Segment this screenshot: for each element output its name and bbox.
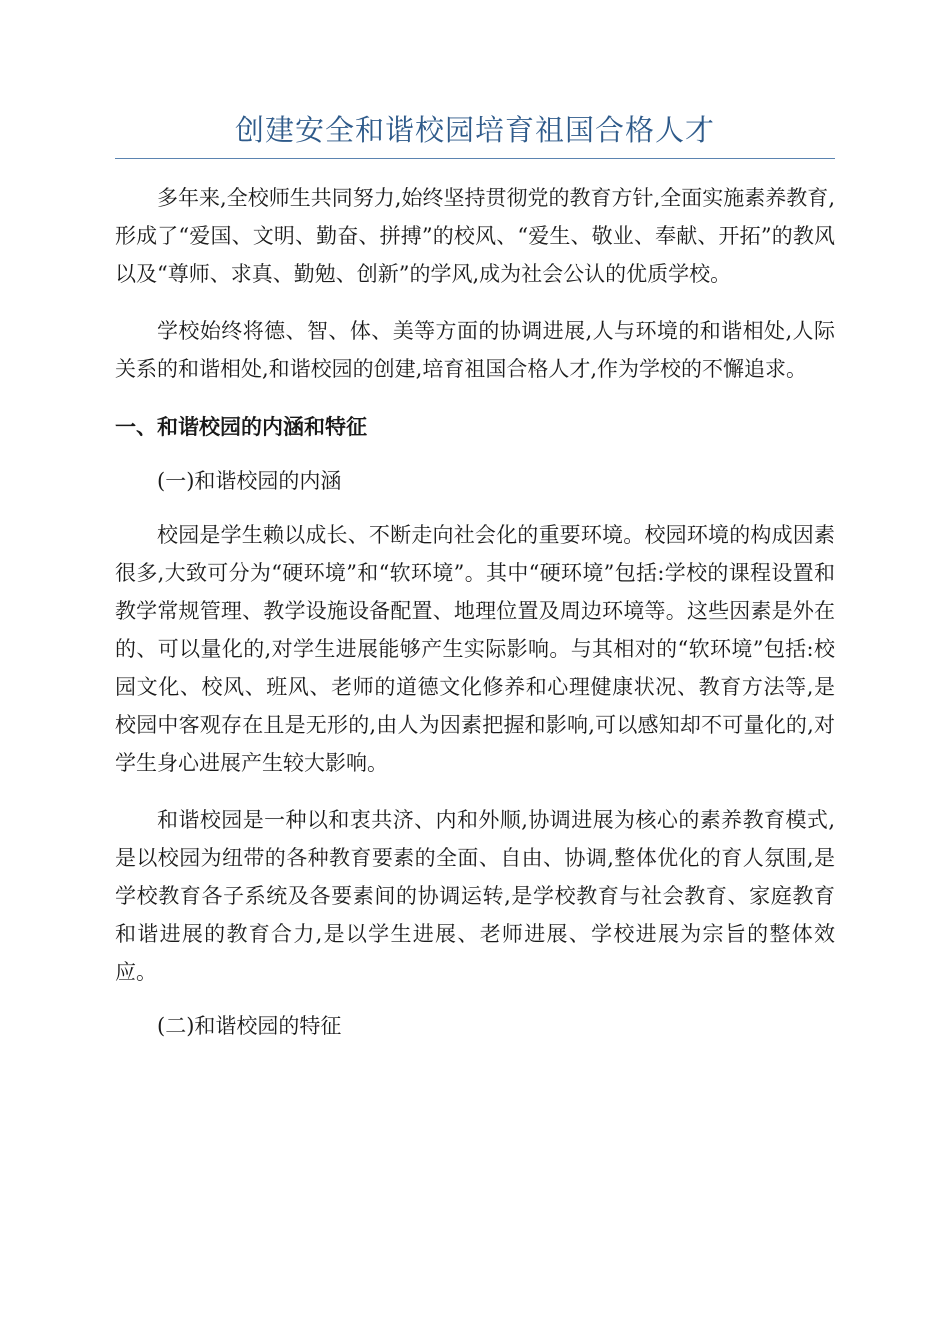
paragraph-intro-2: 学校始终将德、智、体、美等方面的协调进展,人与环境的和谐相处,人际关系的和谐相处,和谐校园的创建,培育祖国合格人才,作为学校的不懈追求。 [115,319,835,381]
section-heading-1: 一、和谐校园的内涵和特征 [115,415,367,439]
document-page [115,108,835,1045]
subsection-heading-1: (一)和谐校园的内涵 [157,469,342,493]
paragraph-body-2: 和谐校园是一种以和衷共济、内和外顺,协调进展为核心的素养教育模式,是以校园为纽带的各种教育要素的全面、自由、协调,整体优化的育人氛围,是学校教育各子系统及各要素间的协调运转,是学校教育与社会教育、家庭教育和谐进展的教育合力,是以学生进展、老师进展、学校进展为宗旨的整体效应。 [115,808,835,984]
subsection-heading-2: (二)和谐校园的特征 [157,1014,342,1038]
paragraph-intro-1: 多年来,全校师生共同努力,始终坚持贯彻党的教育方针,全面实施素养教育,形成了“爱国、文明、勤奋、拼搏”的校风、“爱生、敬业、奉献、开拓”的教风以及“尊师、求真、勤勉、创新”的学风,成为社会公认的优质学校。 [115,186,835,286]
document-title: 创建安全和谐校园培育祖国合格人才 [115,108,835,159]
paragraph-body-1: 校园是学生赖以成长、不断走向社会化的重要环境。校园环境的构成因素很多,大致可分为“硬环境”和“软环境”。其中“硬环境”包括:学校的课程设置和教学常规管理、教学设施设备配置、地理位置及周边环境等。这些因素是外在的、可以量化的,对学生进展能够产生实际影响。与其相对的“软环境”包括:校园文化、校风、班风、老师的道德文化修养和心理健康状况、教育方法等,是校园中客观存在且是无形的,由人为因素把握和影响,可以感知却不可量化的,对学生身心进展产生较大影响。 [115,523,835,775]
